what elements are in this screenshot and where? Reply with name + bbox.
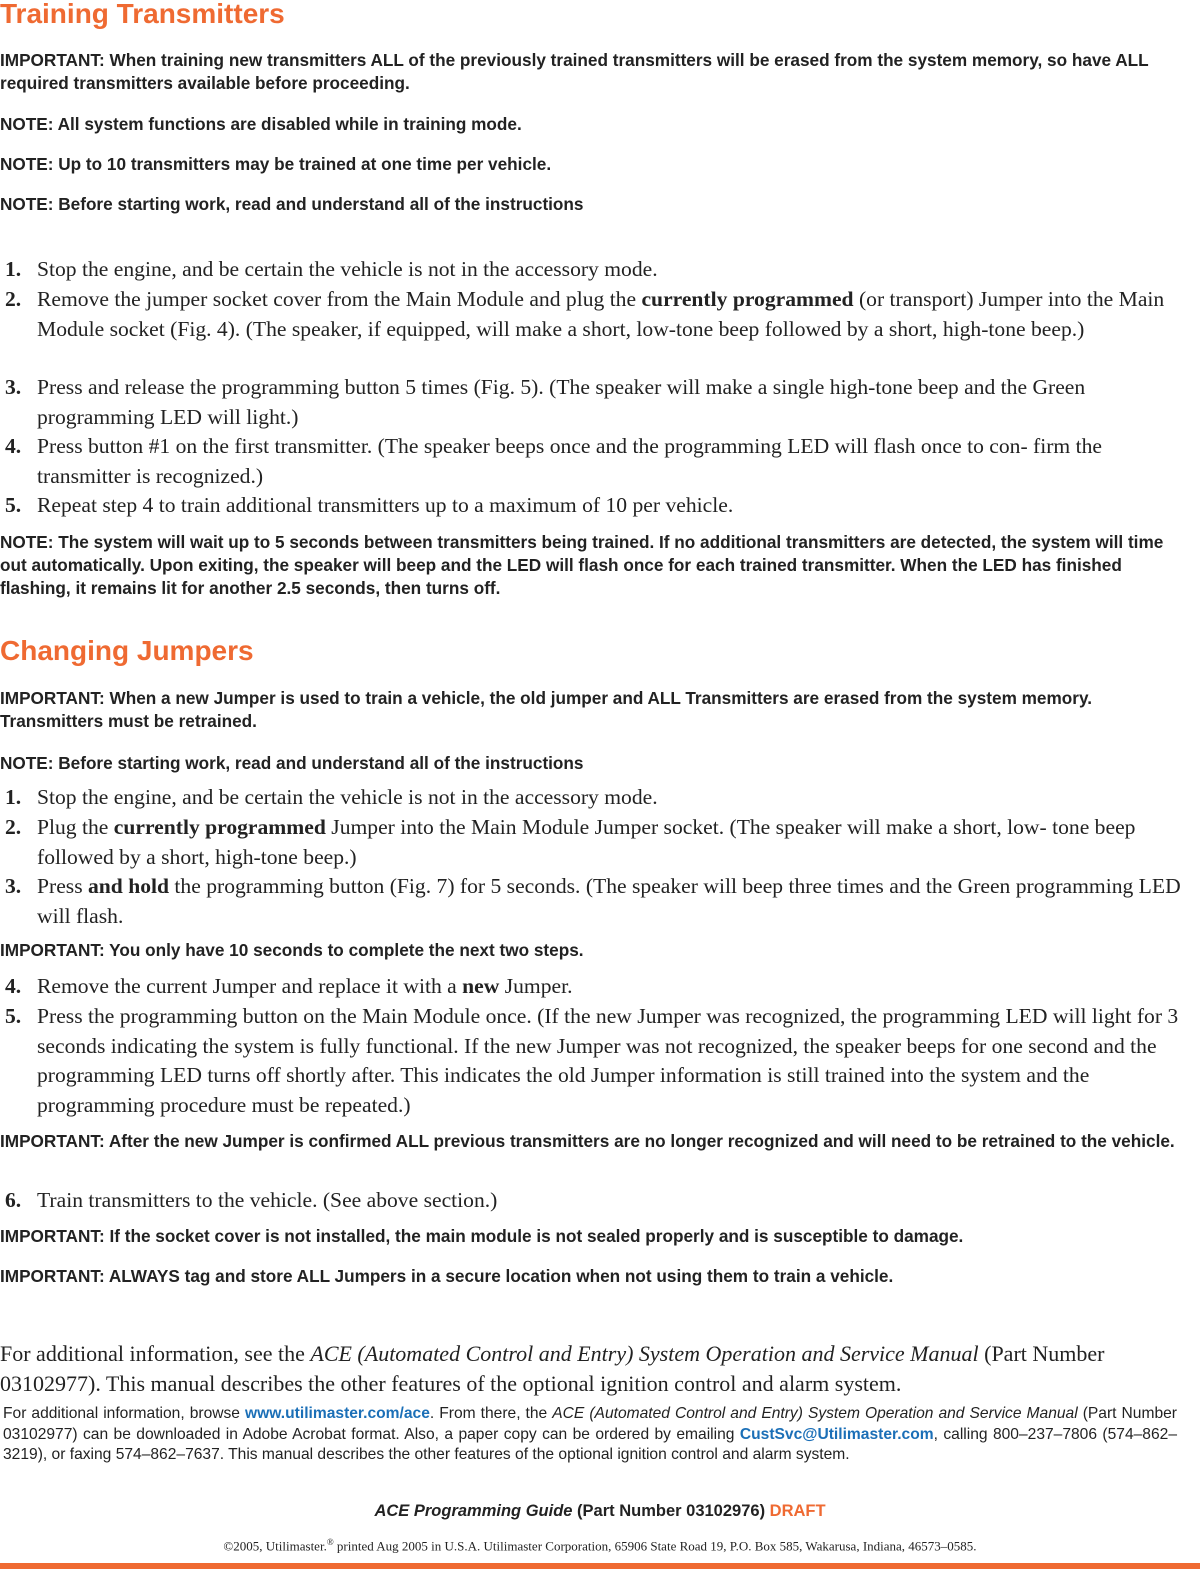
important-training-erase: IMPORTANT: When training new transmitters ALL of the previously trained transmitters will be erased from the system memory, so have ALL required transmitters available before proceeding. (0, 50, 1149, 93)
step-number: 2. (5, 287, 22, 311)
important-socket-cover: IMPORTANT: If the socket cover is not installed, the main module is not sealed properly and is susceptible to damage. (0, 1226, 964, 1246)
step-text: Press button #1 on the first transmitter. (The speaker beeps once and the programming LED will flash once to con- firm the transmitter is recognized.) (37, 434, 1103, 488)
customer-service-email-link[interactable]: CustSvc@Utilimaster.com (739, 1425, 934, 1443)
emphasis-new: new (462, 974, 500, 998)
step-text: Press and hold the programming button (Fig. 7) for 5 seconds. (The speaker will beep three times and the Green programming LED will flash. (37, 874, 1181, 928)
step-number: 1. (5, 785, 22, 809)
jumper-step-4 (0, 972, 1195, 1002)
step-number: 3. (5, 874, 22, 898)
note-read-instructions-2: NOTE: Before starting work, read and understand all of the instructions (0, 753, 584, 773)
step-text: Repeat step 4 to train additional transmitters up to a maximum of 10 per vehicle. (37, 493, 734, 517)
emphasis-and-hold: and hold (88, 874, 170, 898)
emphasis-currently-programmed: currently programmed (641, 287, 854, 311)
ace-website-link[interactable]: www.utilimaster.com/ace (245, 1405, 430, 1422)
additional-info-small-print: For additional information, browse www.utilimaster.com/ace. From there, the ACE (Automated Control and Entry) System Operation and Service Manual (Part Number 03102977) can be downloaded in Adobe Acrobat format. Also, a paper copy can be ordered by emailing CustSvc@Utilimaster.com, calling 800–237–7806 (574–862–3219), or faxing 574–862–7637. This manual describes the other features of the optional ignition control and alarm system. (3, 1405, 1178, 1464)
step-text: Press the programming button on the Main Module once. (If the new Jumper was recognized, the programming LED will light for 3 seconds indicating the system is fully functional. If the new Jumper was not recognized, the speaker beeps for one second and the programming LED turns off shortly after. This indicates the old Jumper information is still trained into the system and the programming procedure must be repeated.) (37, 1004, 1179, 1117)
copyright-line: ©2005, Utilimaster.® printed Aug 2005 in U.S.A. Utilimaster Corporation, 65906 State Road 19, P.O. Box 585, Wakarusa, Indiana, 46573–0585. (223, 1537, 977, 1554)
footer-divider (0, 1563, 1200, 1569)
jumper-step-3 (0, 872, 1195, 931)
step-number: 5. (5, 493, 22, 517)
step-number: 3. (5, 375, 22, 399)
footer-guide-title: ACE Programming Guide (Part Number 03102976) DRAFT (374, 1502, 826, 1520)
emphasis-currently-programmed: currently programmed (113, 815, 326, 839)
step-text: Stop the engine, and be certain the vehicle is not in the accessory mode. (37, 785, 658, 809)
important-ten-seconds: IMPORTANT: You only have 10 seconds to complete the next two steps. (0, 940, 584, 960)
step-text: Remove the jumper socket cover from the Main Module and plug the currently programmed (or transport) Jumper into the Main Module socket (Fig. 4). (The speaker, if equipped, will make a short, low-tone beep followed by a short, high-tone beep.) (37, 287, 1165, 341)
training-step-5 (0, 491, 1195, 521)
section-title-jumpers: Changing Jumpers (0, 635, 254, 666)
jumper-step-1 (0, 783, 1195, 813)
jumper-step-6 (0, 1186, 1195, 1216)
step-text: Press and release the programming button 5 times (Fig. 5). (The speaker will make a single high-tone beep and the Green programming LED will light.) (37, 375, 1086, 429)
draft-label: DRAFT (769, 1502, 826, 1520)
closing-paragraph: For additional information, see the ACE (Automated Control and Entry) System Operation and Service Manual (Part Number 03102977). This manual describes the other features of the optional ignition control and alarm system. (0, 1341, 1105, 1396)
step-number: 4. (5, 434, 22, 458)
step-text: Train transmitters to the vehicle. (See above section.) (37, 1188, 498, 1212)
important-retrain: IMPORTANT: After the new Jumper is confirmed ALL previous transmitters are no longer recognized and will need to be retrained to the vehicle. (0, 1131, 1175, 1151)
section-title-training: Training Transmitters (0, 0, 285, 29)
important-store-jumpers: IMPORTANT: ALWAYS tag and store ALL Jumpers in a secure location when not using them to train a vehicle. (0, 1266, 894, 1286)
important-jumper-erase: IMPORTANT: When a new Jumper is used to train a vehicle, the old jumper and ALL Transmitters are erased from the system memory. Transmitters must be retrained. (0, 688, 1092, 731)
jumper-step-2 (0, 813, 1195, 872)
training-step-4 (0, 432, 1195, 491)
guide-name: ACE Programming Guide (374, 1502, 573, 1520)
note-read-instructions: NOTE: Before starting work, read and understand all of the instructions (0, 194, 584, 214)
manual-title: ACE (Automated Control and Entry) System Operation and Service Manual (552, 1405, 1078, 1422)
step-text: Plug the currently programmed Jumper into the Main Module Jumper socket. (The speaker will make a short, low- tone beep followed by a short, high-tone beep.) (37, 815, 1136, 869)
step-number: 6. (5, 1188, 22, 1212)
training-step-2 (0, 285, 1195, 344)
step-number: 4. (5, 974, 22, 998)
note-timeout: NOTE: The system will wait up to 5 seconds between transmitters being trained. If no additional transmitters are detected, the system will time out automatically. Upon exiting, the speaker will beep and the LED will flash once for each trained transmitter. When the LED has finished flashing, it remains lit for another 2.5 seconds, then turns off. (0, 532, 1164, 598)
manual-title: ACE (Automated Control and Entry) System Operation and Service Manual (310, 1341, 979, 1366)
note-functions-disabled: NOTE: All system functions are disabled while in training mode. (0, 114, 522, 134)
note-transmitter-limit: NOTE: Up to 10 transmitters may be trained at one time per vehicle. (0, 154, 552, 174)
step-number: 1. (5, 257, 22, 281)
step-text: Remove the current Jumper and replace it with a new Jumper. (37, 974, 573, 998)
jumper-step-5 (0, 1002, 1195, 1120)
step-text: Stop the engine, and be certain the vehicle is not in the accessory mode. (37, 257, 658, 281)
training-step-1 (0, 255, 1195, 285)
step-number: 5. (5, 1004, 22, 1028)
step-number: 2. (5, 815, 22, 839)
registered-mark: ® (326, 1537, 334, 1547)
training-step-3 (0, 373, 1195, 432)
